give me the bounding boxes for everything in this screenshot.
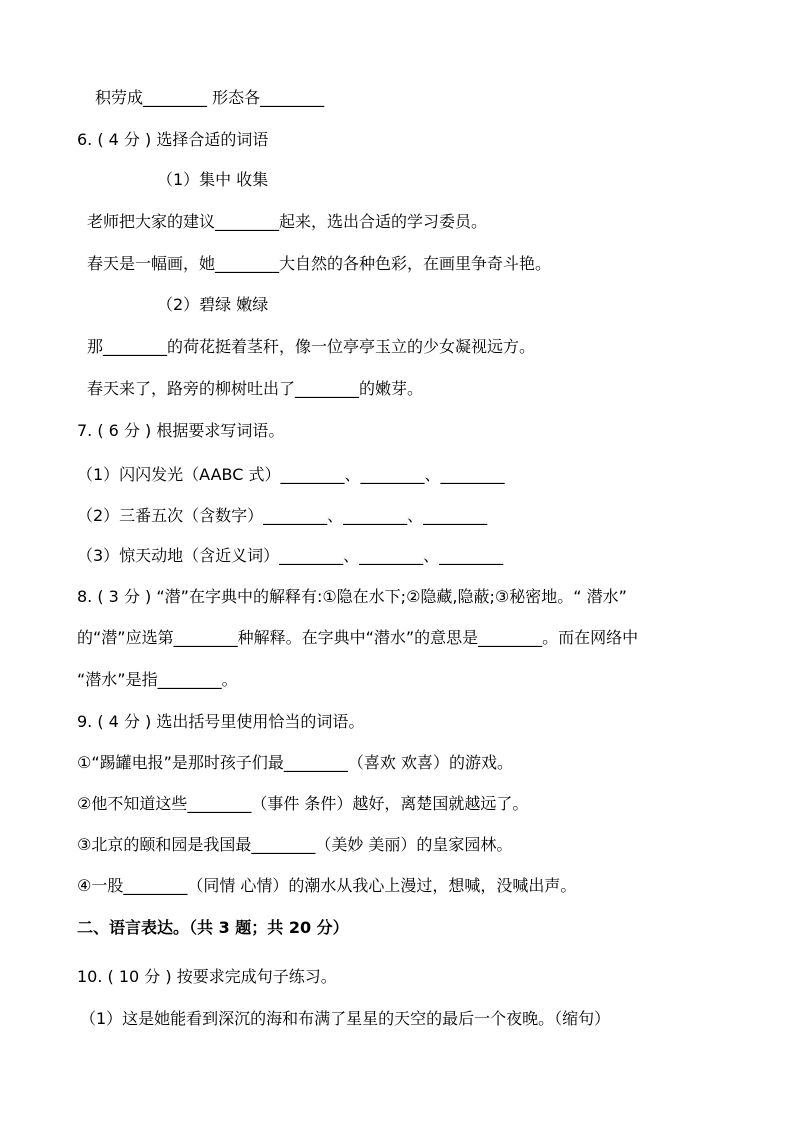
question-9-heading: 9. ( 4 分 ) 选出括号里使用恰当的词语。	[77, 712, 365, 731]
question-8-line-2: 的“潜”应选第________种解释。在字典中“潜水”的意思是________。而在网络中	[77, 628, 639, 647]
question-9-item-4: ④一股________（同情 心情）的潮水从我心上漫过，想喊，没喊出声。	[77, 876, 577, 895]
question-7-heading: 7. ( 6 分 ) 根据要求写词语。	[77, 421, 285, 440]
question-9-item-3: ③北京的颐和园是我国最________（美妙 美丽）的皇家园林。	[77, 835, 513, 854]
question-9-item-2: ②他不知道这些________（事件 条件）越好，离楚国就越远了。	[77, 794, 529, 813]
question-6-sentence-4: 春天来了，路旁的柳树吐出了________的嫩芽。	[87, 379, 424, 398]
section-2-heading: 二、语言表达。（共 3 题；共 20 分）	[77, 918, 349, 937]
question-9-item-1: ①“踢罐电报”是那时孩子们最________（喜欢 欢喜）的游戏。	[77, 753, 514, 772]
question-6-part-2-options: （2）碧绿 嫩绿	[157, 295, 269, 314]
question-6-heading: 6. ( 4 分 ) 选择合适的词语	[77, 130, 269, 149]
question-6-part-1-options: （1）集中 收集	[157, 170, 269, 189]
question-6-sentence-1: 老师把大家的建议________起来，选出合适的学习委员。	[87, 212, 488, 231]
question-10-heading: 10. ( 10 分 ) 按要求完成句子练习。	[77, 967, 337, 986]
question-7-item-2: （2）三番五次（含数字）________、________、________	[77, 506, 488, 525]
question-8-line-3: “潜水”是指________。	[77, 670, 238, 689]
idiom-fill-line: 积劳成________ 形态各________	[95, 88, 325, 107]
question-8-line-1: 8. ( 3 分 ) “潜”在字典中的解释有:①隐在水下;②隐藏,隐蔽;③秘密地。“ 潜水”	[77, 587, 627, 606]
question-10-item-1: （1）这是她能看到深沉的海和布满了星星的天空的最后一个夜晚。（缩句）	[80, 1009, 611, 1028]
question-7-item-1: （1）闪闪发光（AABC 式）________、________、________	[77, 465, 505, 484]
question-6-sentence-3: 那________的荷花挺着茎秆，像一位亭亭玉立的少女凝视远方。	[87, 337, 536, 356]
question-6-sentence-2: 春天是一幅画，她________大自然的各种色彩，在画里争奇斗艳。	[87, 254, 552, 273]
question-7-item-3: （3）惊天动地（含近义词）________、________、________	[77, 546, 504, 565]
